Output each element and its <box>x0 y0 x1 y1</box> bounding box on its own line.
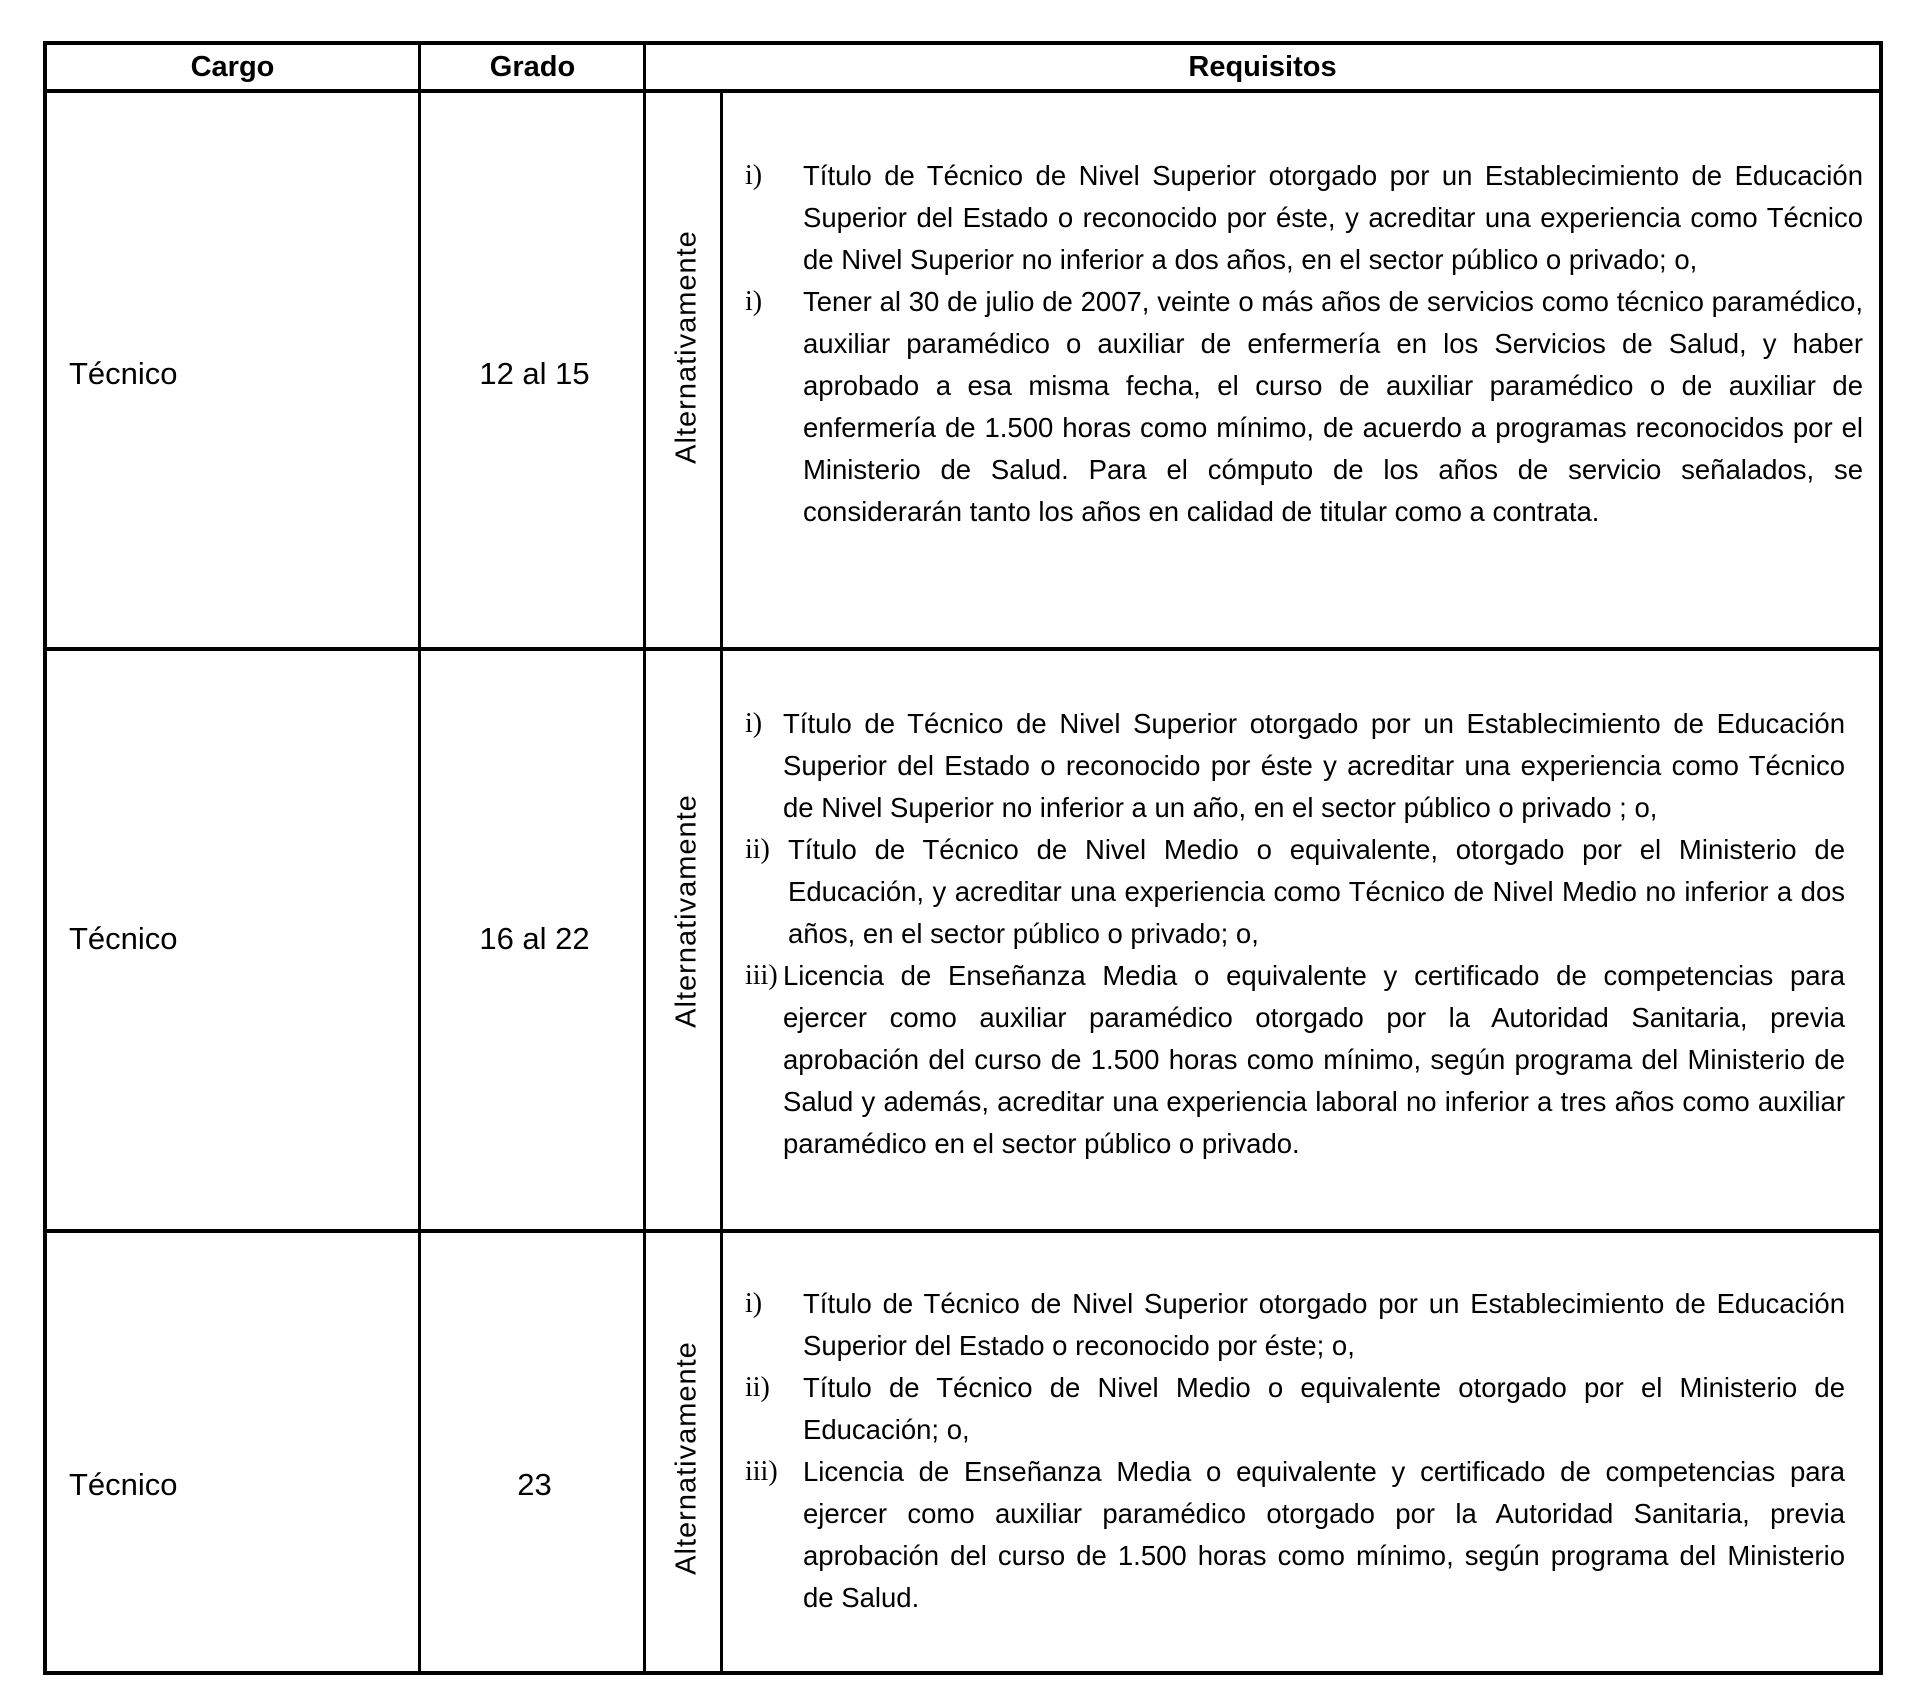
requirements-list <box>745 703 1845 1165</box>
item-marker: i) <box>745 708 763 739</box>
grado-cell: 23 <box>517 1467 552 1502</box>
header-cargo: Cargo <box>190 51 275 83</box>
table-row <box>47 89 1879 651</box>
grado-cell: 16 al 22 <box>479 921 590 956</box>
alternativamente-label: Alternativamente <box>670 1341 703 1575</box>
list-item <box>745 155 1863 281</box>
item-marker: ii) <box>745 834 770 865</box>
cargo-cell: Técnico <box>69 1467 178 1502</box>
item-marker: i) <box>745 286 763 317</box>
cargo-cell: Técnico <box>69 921 178 956</box>
item-text: Título de Técnico de Nivel Superior otorgado por un Establecimiento de Educación Superior del Estado o reconocido por éste, y acreditar una experiencia como Técnico de Nivel Superior no inferior a dos años, en el sector público o privado; o, <box>803 160 1863 275</box>
item-marker: i) <box>745 1288 763 1319</box>
table-row <box>47 647 1879 1231</box>
item-marker: iii) <box>745 960 778 991</box>
requirements-list <box>745 155 1863 533</box>
item-text: Licencia de Enseñanza Media o equivalente y certificado de competencias para ejercer como auxiliar paramédico otorgado por la Autoridad Sanitaria, previa aprobación del curso de 1.500 horas como mínimo, según programa del Ministerio de Salud. <box>803 1456 1845 1613</box>
list-item <box>745 1367 1845 1451</box>
item-text: Título de Técnico de Nivel Superior otorgado por un Establecimiento de Educación Superior del Estado o reconocido por éste y acreditar una experiencia como Técnico de Nivel Superior no inferior a un año, en el sector público o privado ; o, <box>783 708 1845 823</box>
item-text: Tener al 30 de julio de 2007, veinte o más años de servicios como técnico paramédico, auxiliar paramédico o auxiliar de enfermería en los Servicios de Salud, y haber aprobado a esa misma fecha, el curso de auxiliar paramédico o de auxiliar de enfermería de 1.500 horas como mínimo, de acuerdo a programas reconocidos por el Ministerio de Salud. Para el cómputo de los años de servicio señalados, se considerarán tanto los años en calidad de titular como a contrata. <box>803 286 1863 527</box>
list-item <box>745 829 1845 955</box>
item-marker: i) <box>745 160 763 191</box>
list-item <box>745 703 1845 829</box>
header-requisitos: Requisitos <box>1188 51 1337 83</box>
header-grado: Grado <box>489 51 576 83</box>
item-text: Título de Técnico de Nivel Medio o equivalente otorgado por el Ministerio de Educación; o, <box>803 1372 1845 1445</box>
list-item <box>745 1283 1845 1367</box>
requirements-table <box>43 41 1883 1675</box>
alternativamente-label: Alternativamente <box>670 230 703 464</box>
list-item <box>745 955 1845 1165</box>
item-text: Título de Técnico de Nivel Superior otorgado por un Establecimiento de Educación Superior del Estado o reconocido por éste; o, <box>803 1288 1845 1361</box>
item-text: Licencia de Enseñanza Media o equivalente y certificado de competencias para ejercer como auxiliar paramédico otorgado por la Autoridad Sanitaria, previa aprobación del curso de 1.500 horas como mínimo, según programa del Ministerio de Salud y además, acreditar una experiencia laboral no inferior a tres años como auxiliar paramédico en el sector público o privado. <box>783 960 1845 1159</box>
list-item <box>745 281 1863 533</box>
item-marker: ii) <box>745 1372 770 1403</box>
cargo-cell: Técnico <box>69 356 178 391</box>
item-text: Título de Técnico de Nivel Medio o equivalente, otorgado por el Ministerio de Educación, y acreditar una experiencia como Técnico de Nivel Medio no inferior a dos años, en el sector público o privado; o, <box>788 834 1845 949</box>
alternativamente-label: Alternativamente <box>670 794 703 1028</box>
item-marker: iii) <box>745 1456 778 1487</box>
table-row <box>47 1229 1879 1671</box>
grado-cell: 12 al 15 <box>479 356 590 391</box>
requirements-list <box>745 1283 1845 1619</box>
list-item <box>745 1451 1845 1619</box>
table-header <box>47 45 1879 93</box>
